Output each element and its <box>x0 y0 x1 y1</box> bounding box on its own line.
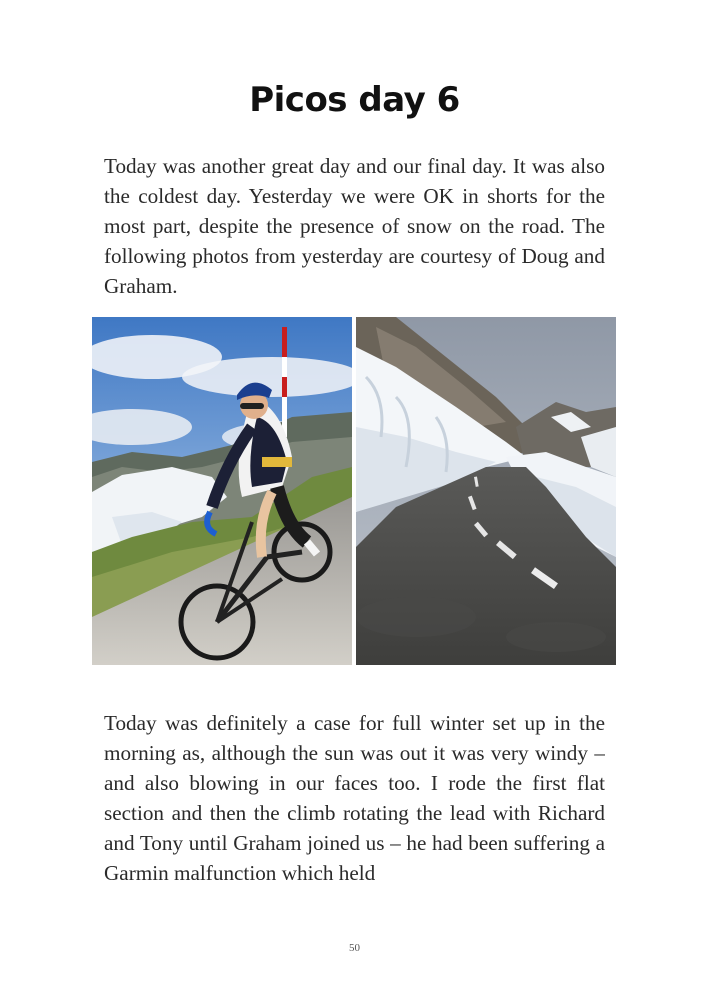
photo-cyclist <box>92 317 352 665</box>
photo-snow-road-image <box>356 317 616 665</box>
paragraph-winter-setup: Today was definitely a case for full winter set up in the morning as, although the sun was out it was very windy – and also blowing in our faces too. I rode the first flat section and then the climb rotating the lead with Richard and Tony until Graham joined us – he had been suffering a Garmin malfunction which held <box>104 711 605 885</box>
photo-snow-road <box>356 317 616 665</box>
paragraph-intro: Today was another great day and our final day. It was also the coldest day. Yesterday we were OK in shorts for the most part, despite the presence of snow on the road. The following photos from yesterday are courtesy of Doug and Graham. <box>104 154 605 298</box>
page-title: Picos day 6 <box>249 80 460 120</box>
photo-cyclist-image <box>92 317 352 665</box>
page-number: 50 <box>349 942 360 954</box>
